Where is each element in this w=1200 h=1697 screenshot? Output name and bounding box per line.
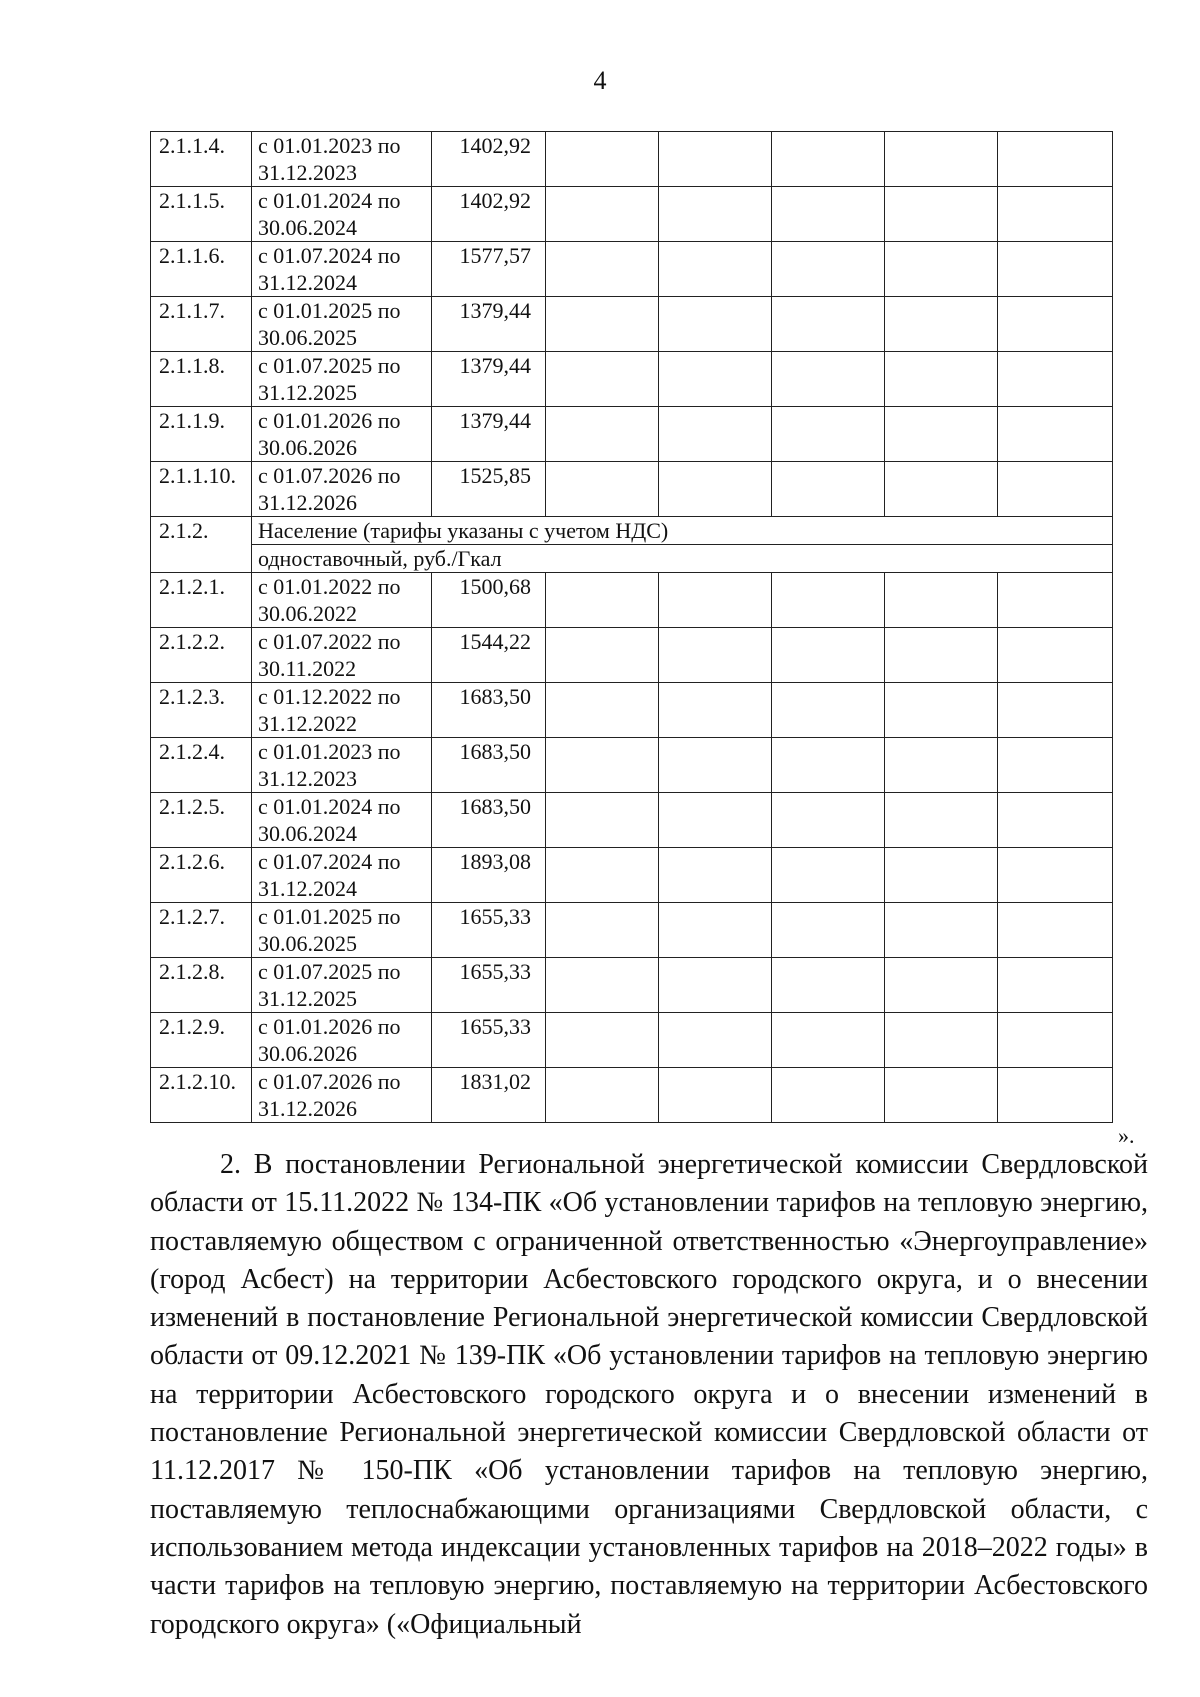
closing-quote: ». <box>1118 1123 1135 1148</box>
empty-cell <box>772 297 885 352</box>
empty-cell <box>659 462 772 517</box>
period-from: с 01.07.2026 по <box>258 463 401 488</box>
tariff-rows-group-212 <box>151 573 1113 1123</box>
empty-cell <box>885 462 998 517</box>
empty-cell <box>998 187 1113 242</box>
empty-cell <box>998 1013 1113 1068</box>
empty-cell <box>659 903 772 958</box>
empty-cell <box>885 1068 998 1123</box>
row-number: 2.1.2.4. <box>151 738 252 793</box>
period-from: с 01.07.2024 по <box>258 243 401 268</box>
period-to: 30.11.2022 <box>258 656 357 681</box>
empty-cell <box>546 958 659 1013</box>
period-to: 31.12.2023 <box>258 160 357 185</box>
period-to: 30.06.2025 <box>258 931 357 956</box>
empty-cell <box>659 407 772 462</box>
empty-cell <box>546 848 659 903</box>
empty-cell <box>772 958 885 1013</box>
page-number: 4 <box>593 66 607 95</box>
empty-cell <box>546 462 659 517</box>
period-from: с 01.01.2025 по <box>258 298 401 323</box>
empty-cell <box>885 793 998 848</box>
period-from: с 01.01.2026 по <box>258 408 401 433</box>
period-cell <box>252 958 432 1013</box>
empty-cell <box>772 1068 885 1123</box>
tariff-value: 1379,44 <box>432 297 546 352</box>
period-to: 30.06.2026 <box>258 1041 357 1066</box>
table-row <box>151 958 1113 1013</box>
period-to: 31.12.2022 <box>258 711 357 736</box>
empty-cell <box>998 848 1113 903</box>
empty-cell <box>546 903 659 958</box>
period-cell <box>252 187 432 242</box>
row-number: 2.1.1.8. <box>151 352 252 407</box>
table-row <box>151 1013 1113 1068</box>
period-cell <box>252 793 432 848</box>
empty-cell <box>998 462 1113 517</box>
empty-cell <box>998 683 1113 738</box>
empty-cell <box>772 187 885 242</box>
empty-cell <box>659 793 772 848</box>
tariff-value: 1525,85 <box>432 462 546 517</box>
table-row <box>151 848 1113 903</box>
empty-cell <box>659 683 772 738</box>
empty-cell <box>546 683 659 738</box>
tariff-value: 1683,50 <box>432 683 546 738</box>
empty-cell <box>885 1013 998 1068</box>
empty-cell <box>998 407 1113 462</box>
period-cell <box>252 628 432 683</box>
empty-cell <box>546 573 659 628</box>
empty-cell <box>885 628 998 683</box>
period-to: 30.06.2025 <box>258 325 357 350</box>
empty-cell <box>998 1068 1113 1123</box>
tariff-value: 1831,02 <box>432 1068 546 1123</box>
empty-cell <box>546 1068 659 1123</box>
period-from: с 01.07.2025 по <box>258 959 401 984</box>
period-from: с 01.07.2026 по <box>258 1069 401 1094</box>
empty-cell <box>772 793 885 848</box>
period-cell <box>252 407 432 462</box>
tariff-value: 1402,92 <box>432 187 546 242</box>
empty-cell <box>885 683 998 738</box>
section-212-header <box>151 517 1113 573</box>
empty-cell <box>885 352 998 407</box>
empty-cell <box>546 793 659 848</box>
period-to: 31.12.2024 <box>258 876 357 901</box>
empty-cell <box>772 573 885 628</box>
empty-cell <box>885 573 998 628</box>
empty-cell <box>659 297 772 352</box>
empty-cell <box>659 573 772 628</box>
table-row <box>151 545 1113 573</box>
empty-cell <box>659 187 772 242</box>
period-to: 31.12.2024 <box>258 270 357 295</box>
period-cell <box>252 297 432 352</box>
row-number: 2.1.2.8. <box>151 958 252 1013</box>
table-row <box>151 517 1113 545</box>
tariff-value: 1379,44 <box>432 407 546 462</box>
tariff-value: 1683,50 <box>432 738 546 793</box>
period-cell <box>252 848 432 903</box>
period-from: с 01.07.2025 по <box>258 353 401 378</box>
row-number: 2.1.2.9. <box>151 1013 252 1068</box>
period-from: с 01.01.2025 по <box>258 904 401 929</box>
empty-cell <box>885 848 998 903</box>
row-number: 2.1.2.7. <box>151 903 252 958</box>
period-from: с 01.01.2022 по <box>258 574 401 599</box>
row-number: 2.1.2.5. <box>151 793 252 848</box>
empty-cell <box>885 132 998 187</box>
empty-cell <box>772 462 885 517</box>
row-number: 2.1.1.5. <box>151 187 252 242</box>
empty-cell <box>772 132 885 187</box>
row-number: 2.1.1.7. <box>151 297 252 352</box>
period-to: 31.12.2026 <box>258 1096 357 1121</box>
empty-cell <box>659 132 772 187</box>
empty-cell <box>546 407 659 462</box>
table-row <box>151 793 1113 848</box>
empty-cell <box>998 793 1113 848</box>
table-row <box>151 132 1113 187</box>
empty-cell <box>772 628 885 683</box>
empty-cell <box>772 352 885 407</box>
period-from: с 01.07.2024 по <box>258 849 401 874</box>
period-cell <box>252 903 432 958</box>
empty-cell <box>998 242 1113 297</box>
empty-cell <box>546 1013 659 1068</box>
row-number: 2.1.2.3. <box>151 683 252 738</box>
table-row <box>151 1068 1113 1123</box>
empty-cell <box>659 1068 772 1123</box>
period-cell <box>252 352 432 407</box>
empty-cell <box>998 132 1113 187</box>
period-to: 30.06.2022 <box>258 601 357 626</box>
empty-cell <box>772 1013 885 1068</box>
empty-cell <box>885 242 998 297</box>
empty-cell <box>659 1013 772 1068</box>
tariff-table <box>150 131 1113 1123</box>
period-cell <box>252 242 432 297</box>
tariff-value: 1577,57 <box>432 242 546 297</box>
table-row <box>151 407 1113 462</box>
tariff-value: 1655,33 <box>432 1013 546 1068</box>
period-cell <box>252 738 432 793</box>
table-row <box>151 738 1113 793</box>
empty-cell <box>772 848 885 903</box>
period-cell <box>252 1013 432 1068</box>
period-to: 30.06.2024 <box>258 821 357 846</box>
tariff-value: 1655,33 <box>432 958 546 1013</box>
empty-cell <box>546 738 659 793</box>
table-row <box>151 462 1113 517</box>
empty-cell <box>659 628 772 683</box>
row-number: 2.1.1.4. <box>151 132 252 187</box>
tariff-value: 1379,44 <box>432 352 546 407</box>
empty-cell <box>772 738 885 793</box>
empty-cell <box>998 297 1113 352</box>
period-from: с 01.01.2023 по <box>258 739 401 764</box>
empty-cell <box>998 628 1113 683</box>
section-subtitle: одноставочный, руб./Гкал <box>252 545 1113 573</box>
empty-cell <box>546 352 659 407</box>
empty-cell <box>885 958 998 1013</box>
row-number: 2.1.1.10. <box>151 462 252 517</box>
period-from: с 01.12.2022 по <box>258 684 401 709</box>
empty-cell <box>659 242 772 297</box>
empty-cell <box>546 242 659 297</box>
empty-cell <box>772 903 885 958</box>
table-row <box>151 297 1113 352</box>
tariff-value: 1500,68 <box>432 573 546 628</box>
tariff-value: 1402,92 <box>432 132 546 187</box>
row-number: 2.1.2. <box>151 517 252 573</box>
period-to: 31.12.2025 <box>258 380 357 405</box>
empty-cell <box>659 848 772 903</box>
period-to: 30.06.2026 <box>258 435 357 460</box>
empty-cell <box>659 738 772 793</box>
table-row <box>151 683 1113 738</box>
empty-cell <box>885 187 998 242</box>
empty-cell <box>885 407 998 462</box>
empty-cell <box>659 352 772 407</box>
period-from: с 01.07.2022 по <box>258 629 401 654</box>
period-from: с 01.01.2026 по <box>258 1014 401 1039</box>
empty-cell <box>546 132 659 187</box>
table-row <box>151 352 1113 407</box>
empty-cell <box>998 738 1113 793</box>
row-number: 2.1.1.6. <box>151 242 252 297</box>
empty-cell <box>546 628 659 683</box>
empty-cell <box>772 683 885 738</box>
tariff-value: 1544,22 <box>432 628 546 683</box>
empty-cell <box>885 903 998 958</box>
table-row <box>151 242 1113 297</box>
empty-cell <box>772 242 885 297</box>
row-number: 2.1.2.2. <box>151 628 252 683</box>
empty-cell <box>998 352 1113 407</box>
empty-cell <box>885 297 998 352</box>
body-paragraph: 2. В постановлении Региональной энергетической комиссии Свердловской области от 15.11.2022 № 134-ПК «Об установлении тарифов на тепловую энергию, поставляемую обществом с ограниченной ответственностью «Энергоуправление» (город Асбест) на территории Асбестовского городского округа, и о внесении изменений в постановление Региональной энергетической комиссии Свердловской области от 09.12.2021 № 139-ПК «Об установлении тарифов на тепловую энергию на территории Асбестовского городского округа и о внесении изменений в постановление Региональной энергетической комиссии Свердловской области от 11.12.2017 № 150-ПК «Об установлении тарифов на тепловую энергию, поставляемую теплоснабжающими организациями Свердловской области, с использованием метода индексации установленных тарифов на 2018–2022 годы» в части тарифов на тепловую энергию, поставляемую на территории Асбестовского городского округа» («Официальный <box>150 1149 1148 1640</box>
empty-cell <box>546 297 659 352</box>
period-from: с 01.01.2024 по <box>258 794 401 819</box>
period-to: 31.12.2025 <box>258 986 357 1011</box>
tariff-value: 1683,50 <box>432 793 546 848</box>
empty-cell <box>998 958 1113 1013</box>
empty-cell <box>772 407 885 462</box>
tariff-rows-group-211 <box>151 132 1113 517</box>
table-row <box>151 573 1113 628</box>
section-title: Население (тарифы указаны с учетом НДС) <box>252 517 1113 545</box>
row-number: 2.1.2.10. <box>151 1068 252 1123</box>
row-number: 2.1.2.6. <box>151 848 252 903</box>
empty-cell <box>998 903 1113 958</box>
table-row <box>151 628 1113 683</box>
period-cell <box>252 132 432 187</box>
period-from: с 01.01.2023 по <box>258 133 401 158</box>
empty-cell <box>546 187 659 242</box>
row-number: 2.1.2.1. <box>151 573 252 628</box>
row-number: 2.1.1.9. <box>151 407 252 462</box>
table-row <box>151 187 1113 242</box>
tariff-value: 1893,08 <box>432 848 546 903</box>
empty-cell <box>885 738 998 793</box>
period-cell <box>252 1068 432 1123</box>
period-cell <box>252 462 432 517</box>
empty-cell <box>659 958 772 1013</box>
period-cell <box>252 573 432 628</box>
tariff-value: 1655,33 <box>432 903 546 958</box>
period-from: с 01.01.2024 по <box>258 188 401 213</box>
period-to: 30.06.2024 <box>258 215 357 240</box>
table-row <box>151 903 1113 958</box>
period-to: 31.12.2023 <box>258 766 357 791</box>
period-cell <box>252 683 432 738</box>
period-to: 31.12.2026 <box>258 490 357 515</box>
empty-cell <box>998 573 1113 628</box>
